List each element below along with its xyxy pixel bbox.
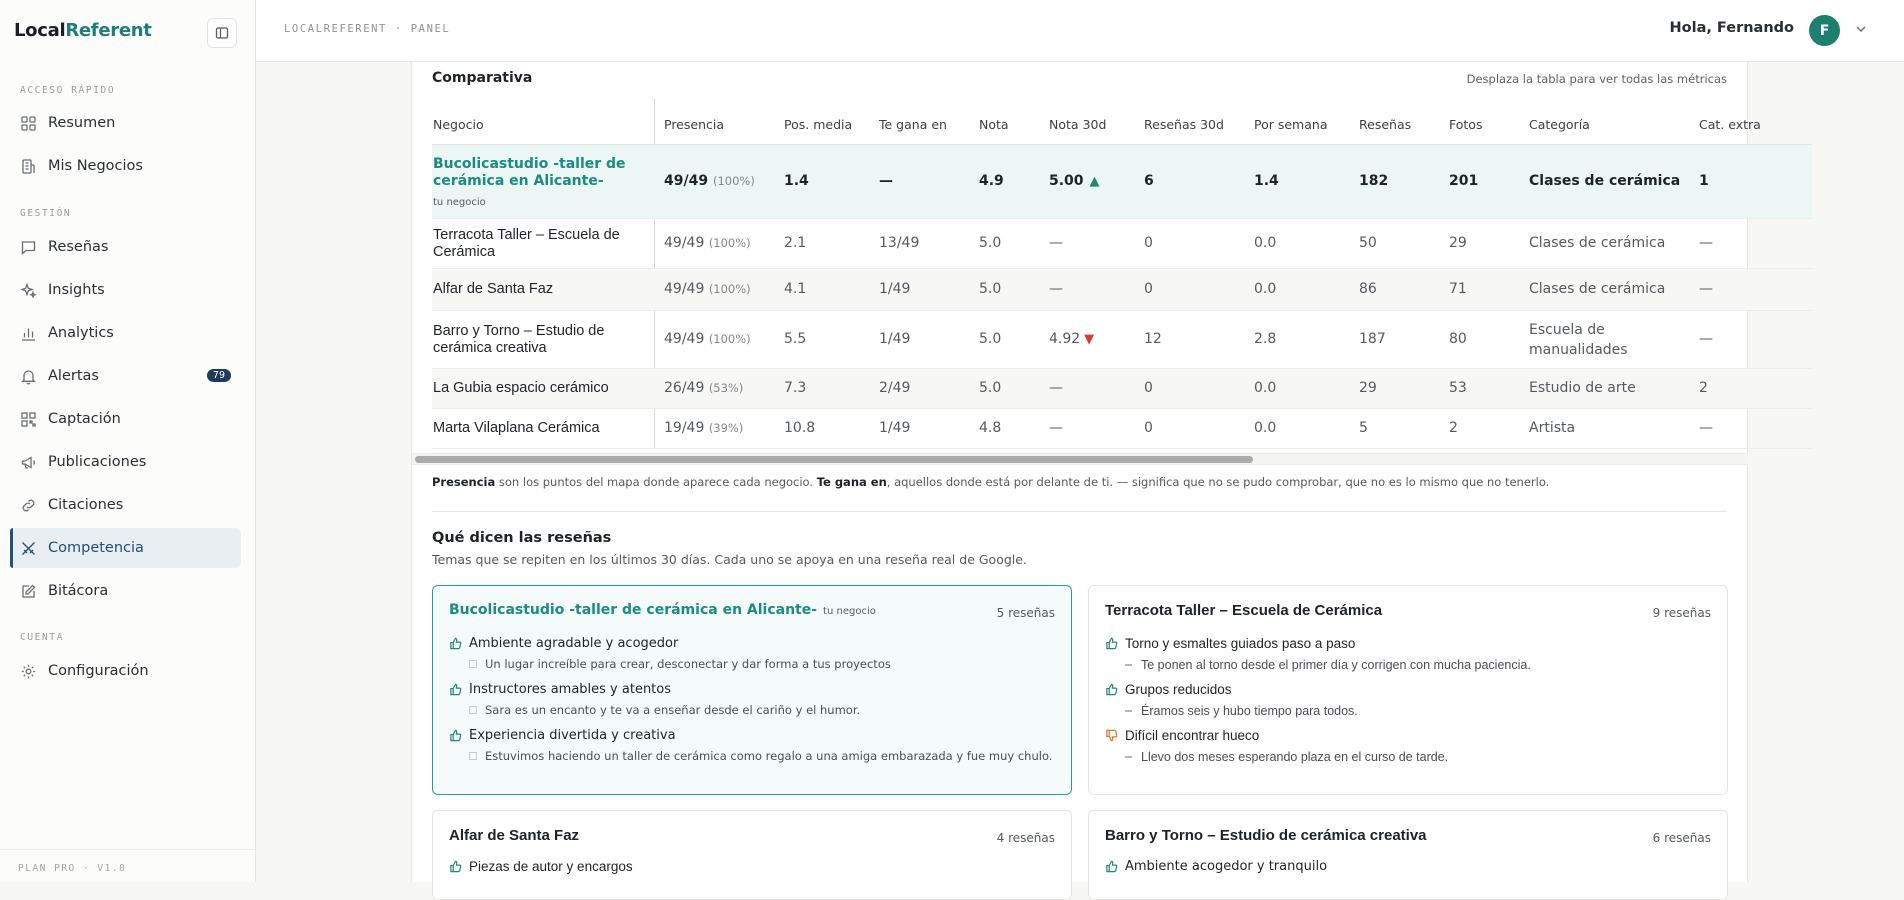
- cell-rating: 5.0: [979, 380, 1002, 396]
- cell-rating30: —: [1049, 380, 1063, 396]
- thumbs-up-icon: [449, 729, 462, 742]
- review-count: 5 reseñas: [996, 606, 1055, 620]
- col-header[interactable]: Categoría: [1529, 117, 1590, 132]
- cell-reviews30: 0: [1144, 281, 1153, 297]
- cell-rating30: 4.92 ▼: [1049, 331, 1095, 347]
- sidebar-item-captacion[interactable]: [10, 399, 241, 439]
- cell-reviews: 182: [1359, 173, 1389, 189]
- quote-marker: [1125, 710, 1132, 712]
- cell-presence: 19/49 (39%): [664, 420, 744, 436]
- cell-pos: 7.3: [784, 380, 807, 396]
- cell-pos: 10.8: [784, 420, 816, 436]
- review-theme: Torno y esmaltes guiados paso a paso: [1105, 636, 1355, 651]
- business-name[interactable]: La Gubia espacio cerámico: [433, 380, 609, 396]
- business-name[interactable]: Terracota Taller – Escuela de Cerámica: [433, 227, 620, 260]
- review-card-own[interactable]: [432, 585, 1072, 795]
- review-quote: Sara es un encanto y te va a enseñar desde el cariño y el humor.: [469, 703, 860, 717]
- thumbs-up-icon: [449, 860, 462, 873]
- sidebar-item-label: Analytics: [48, 325, 114, 341]
- swords-icon: [20, 540, 37, 557]
- trend-up-icon: ▲: [1089, 174, 1100, 189]
- cell-reviews30: 0: [1144, 420, 1153, 436]
- breadcrumb: LOCALREFERENT · PANEL: [284, 23, 451, 35]
- table-row[interactable]: [432, 219, 1812, 269]
- megaphone-icon: [20, 454, 37, 471]
- sidebar-item-label: Configuración: [48, 663, 149, 679]
- reviews-section-title: Qué dicen las reseñas: [432, 530, 612, 546]
- col-header[interactable]: Negocio: [433, 117, 484, 132]
- section-divider: [432, 511, 1727, 512]
- sidebar-item-resumen[interactable]: [10, 103, 241, 143]
- review-quote: Estuvimos haciendo un taller de cerámica como regalo a una amiga embarazada y fue muy chulo.: [469, 749, 1052, 763]
- comparison-table[interactable]: [432, 99, 1761, 457]
- cell-beats: 13/49: [879, 235, 920, 251]
- table-row[interactable]: [432, 269, 1812, 311]
- cell-extra: —: [1699, 281, 1713, 297]
- cell-category: Clases de cerámica: [1529, 173, 1681, 189]
- cell-rating30: —: [1049, 235, 1063, 251]
- col-header[interactable]: Presencia: [664, 117, 725, 132]
- cell-weekly: 0.0: [1254, 380, 1277, 396]
- review-card-title: Terracota Taller – Escuela de Cerámica: [1105, 602, 1383, 619]
- cell-beats: 1/49: [879, 331, 911, 347]
- sidebar-item-label: Reseñas: [48, 239, 109, 255]
- review-theme: Piezas de autor y encargos: [449, 859, 633, 874]
- cell-rating: 4.9: [979, 173, 1004, 189]
- chevron-down-icon[interactable]: [1854, 22, 1868, 36]
- cell-extra: —: [1699, 420, 1713, 436]
- avatar[interactable]: F: [1809, 15, 1840, 46]
- main-panel: [411, 62, 1761, 882]
- reviews-section-subtitle: Temas que se repiten en los últimos 30 días. Cada uno se apoya en una reseña real de Google.: [432, 552, 1027, 567]
- top-header: [256, 0, 1904, 62]
- cell-reviews: 187: [1359, 331, 1386, 347]
- own-business-name[interactable]: Bucolicastudio -taller de cerámica en Alicante-: [433, 156, 626, 189]
- cell-reviews: 5: [1359, 420, 1368, 436]
- cell-weekly: 2.8: [1254, 331, 1277, 347]
- quote-marker: [1125, 664, 1132, 666]
- col-header[interactable]: Cat. extra: [1699, 117, 1761, 132]
- sidebar-panel-icon: [215, 26, 229, 40]
- cell-extra: —: [1699, 331, 1713, 347]
- cell-weekly: 0.0: [1254, 235, 1277, 251]
- bell-icon: [20, 368, 37, 385]
- sidebar-item-alertas[interactable]: [10, 356, 241, 396]
- cell-rating30: 5.00 ▲: [1049, 173, 1100, 189]
- sidebar-item-competencia[interactable]: [10, 528, 241, 568]
- cell-beats: —: [879, 173, 893, 189]
- review-card-competitor[interactable]: [432, 810, 1072, 900]
- table-row[interactable]: [432, 311, 1812, 369]
- review-quote: Te ponen al torno desde el primer día y corrigen con mucha paciencia.: [1125, 658, 1531, 672]
- alert-count-badge: 79: [207, 369, 231, 382]
- col-header[interactable]: Reseñas 30d: [1144, 117, 1224, 132]
- cell-weekly: 1.4: [1254, 173, 1279, 189]
- cell-rating: 5.0: [979, 281, 1002, 297]
- cell-photos: 53: [1449, 380, 1467, 396]
- link-icon: [20, 497, 37, 514]
- sidebar-item-citaciones[interactable]: [10, 485, 241, 525]
- cell-weekly: 0.0: [1254, 420, 1277, 436]
- cell-photos: 71: [1449, 281, 1467, 297]
- scrollbar-thumb[interactable]: [415, 456, 1253, 463]
- review-count: 9 reseñas: [1652, 606, 1711, 620]
- quote-icon: [469, 660, 477, 668]
- sidebar-item-label: Publicaciones: [48, 454, 147, 470]
- review-card-competitor[interactable]: [1088, 810, 1728, 900]
- cell-rating30: —: [1049, 420, 1063, 436]
- cell-rating: 5.0: [979, 235, 1002, 251]
- thumbs-up-icon: [1105, 637, 1118, 650]
- business-name[interactable]: Marta Vilaplana Cerámica: [433, 420, 600, 436]
- user-greeting: Hola, Fernando: [1669, 20, 1794, 36]
- cell-photos: 80: [1449, 331, 1467, 347]
- cell-beats: 1/49: [879, 281, 911, 297]
- cell-photos: 29: [1449, 235, 1467, 251]
- sidebar-item-label: Captación: [48, 411, 121, 427]
- cell-pos: 4.1: [784, 281, 807, 297]
- col-header[interactable]: Nota: [979, 117, 1009, 132]
- cell-pos: 5.5: [784, 331, 807, 347]
- col-header[interactable]: Por semana: [1254, 117, 1328, 132]
- cell-beats: 1/49: [879, 420, 911, 436]
- cell-extra: 2: [1699, 380, 1708, 396]
- sidebar-item-label: Citaciones: [48, 497, 124, 513]
- quote-marker: [1125, 756, 1132, 758]
- sidebar-item-bitacora[interactable]: [10, 571, 241, 611]
- sidebar: [0, 0, 256, 882]
- cell-reviews30: 6: [1144, 173, 1154, 189]
- thumbs-up-icon: [449, 637, 462, 650]
- review-quote: Llevo dos meses esperando plaza en el curso de tarde.: [1125, 750, 1448, 764]
- own-business-tag: tu negocio: [433, 197, 486, 208]
- review-card-title: Barro y Torno – Estudio de cerámica creativa: [1105, 827, 1427, 844]
- business-name[interactable]: Barro y Torno – Estudio de cerámica creativa: [433, 323, 605, 356]
- sidebar-item-label: Resumen: [48, 115, 116, 131]
- cell-beats: 2/49: [879, 380, 911, 396]
- quote-icon: [469, 752, 477, 760]
- sidebar-toggle-button[interactable]: [207, 18, 237, 48]
- col-header[interactable]: Te gana en: [879, 117, 947, 132]
- cell-rating: 5.0: [979, 331, 1002, 347]
- cell-photos: 2: [1449, 420, 1458, 436]
- review-quote: Éramos seis y hubo tiempo para todos.: [1125, 704, 1358, 718]
- sidebar-item-insights[interactable]: [10, 270, 241, 310]
- sparkle-icon: [20, 282, 37, 299]
- sidebar-item-label: Mis Negocios: [48, 158, 143, 174]
- cell-reviews30: 0: [1144, 235, 1153, 251]
- review-theme: Ambiente acogedor y tranquilo: [1105, 859, 1327, 874]
- cell-extra: —: [1699, 235, 1713, 251]
- review-theme: Ambiente agradable y acogedor: [449, 636, 678, 651]
- sidebar-item-label: Insights: [48, 282, 105, 298]
- grid-icon: [20, 115, 37, 132]
- cell-category: Estudio de arte: [1529, 380, 1636, 396]
- sidebar-item-label: Bitácora: [48, 583, 109, 599]
- sidebar-item-publicaciones[interactable]: [10, 442, 241, 482]
- cell-category: Clases de cerámica: [1529, 281, 1666, 297]
- section-label-quick: ACCESO RÁPIDO: [20, 85, 116, 96]
- sidebar-item-label: Alertas: [48, 368, 99, 384]
- business-name[interactable]: Alfar de Santa Faz: [433, 281, 554, 297]
- quote-icon: [469, 706, 477, 714]
- review-theme: Difícil encontrar hueco: [1105, 728, 1259, 743]
- sidebar-item-configuracion[interactable]: [10, 651, 241, 691]
- table-row[interactable]: [432, 145, 1812, 219]
- thumbs-up-icon: [1105, 860, 1118, 873]
- section-label-manage: GESTIÓN: [20, 208, 72, 219]
- cell-presence: 49/49 (100%): [664, 235, 751, 251]
- cell-weekly: 0.0: [1254, 281, 1277, 297]
- cell-reviews: 86: [1359, 281, 1377, 297]
- review-card-competitor[interactable]: [1088, 585, 1728, 795]
- review-card-title: Alfar de Santa Faz: [449, 827, 580, 844]
- comparativa-hint: Desplaza la tabla para ver todas las métricas: [1466, 72, 1727, 86]
- col-header[interactable]: Fotos: [1449, 117, 1483, 132]
- col-header[interactable]: Nota 30d: [1049, 117, 1107, 132]
- message-icon: [20, 239, 37, 256]
- cell-presence: 49/49 (100%): [664, 281, 751, 297]
- cell-reviews30: 0: [1144, 380, 1153, 396]
- edit-icon: [20, 583, 37, 600]
- cell-extra: 1: [1699, 173, 1709, 189]
- sidebar-item-resenas[interactable]: [10, 227, 241, 267]
- cell-category: Artista: [1529, 420, 1576, 436]
- sidebar-divider: [0, 849, 255, 850]
- app-logo[interactable]: LocalReferent: [14, 20, 152, 41]
- cell-rating: 4.8: [979, 420, 1002, 436]
- table-footnote: Presencia son los puntos del mapa donde aparece cada negocio. Te gana en, aquellos donde está por delante de ti. — significa que no se pudo comprobar, que no es lo mismo que no tenerlo.: [432, 475, 1550, 489]
- cell-photos: 201: [1449, 173, 1479, 189]
- review-theme: Grupos reducidos: [1105, 682, 1232, 697]
- cell-category: Clases de cerámica: [1529, 235, 1666, 251]
- cell-rating30: —: [1049, 281, 1063, 297]
- review-count: 4 reseñas: [996, 831, 1055, 845]
- review-count: 6 reseñas: [1652, 831, 1711, 845]
- thumbs-up-icon: [449, 683, 462, 696]
- section-label-account: CUENTA: [20, 632, 64, 643]
- thumbs-down-icon: [1105, 729, 1118, 742]
- review-quote: Un lugar increíble para crear, desconectar y dar forma a tus proyectos: [469, 657, 891, 671]
- horizontal-scrollbar[interactable]: [412, 453, 1748, 465]
- table-row[interactable]: [432, 369, 1812, 409]
- cell-reviews: 29: [1359, 380, 1377, 396]
- cell-presence: 26/49 (53%): [664, 380, 744, 396]
- comparativa-title: Comparativa: [432, 70, 533, 86]
- cell-presence: 49/49 (100%): [664, 331, 751, 347]
- bar-chart-icon: [20, 325, 37, 342]
- cell-reviews30: 12: [1144, 331, 1162, 347]
- sidebar-item-mis-negocios[interactable]: [10, 146, 241, 186]
- building-icon: [20, 158, 37, 175]
- table-row[interactable]: [432, 409, 1812, 449]
- sidebar-item-label: Competencia: [48, 540, 144, 556]
- review-card-title: Bucolicastudio -taller de cerámica en Alicante- tu negocio: [449, 602, 876, 618]
- cell-presence: 49/49 (100%): [664, 173, 755, 189]
- cell-category: Escuela de manualidades: [1529, 322, 1628, 358]
- qr-icon: [20, 411, 37, 428]
- cell-pos: 2.1: [784, 235, 807, 251]
- col-header[interactable]: Pos. media: [784, 117, 853, 132]
- col-header[interactable]: Reseñas: [1359, 117, 1412, 132]
- plan-label: PLAN PRO · V1.0: [18, 863, 127, 874]
- cell-pos: 1.4: [784, 173, 809, 189]
- sidebar-item-analytics[interactable]: [10, 313, 241, 353]
- gear-icon: [20, 663, 37, 680]
- review-theme: Experiencia divertida y creativa: [449, 728, 676, 743]
- thumbs-up-icon: [1105, 683, 1118, 696]
- cell-reviews: 50: [1359, 235, 1377, 251]
- trend-down-icon: ▼: [1084, 332, 1095, 347]
- review-theme: Instructores amables y atentos: [449, 682, 671, 697]
